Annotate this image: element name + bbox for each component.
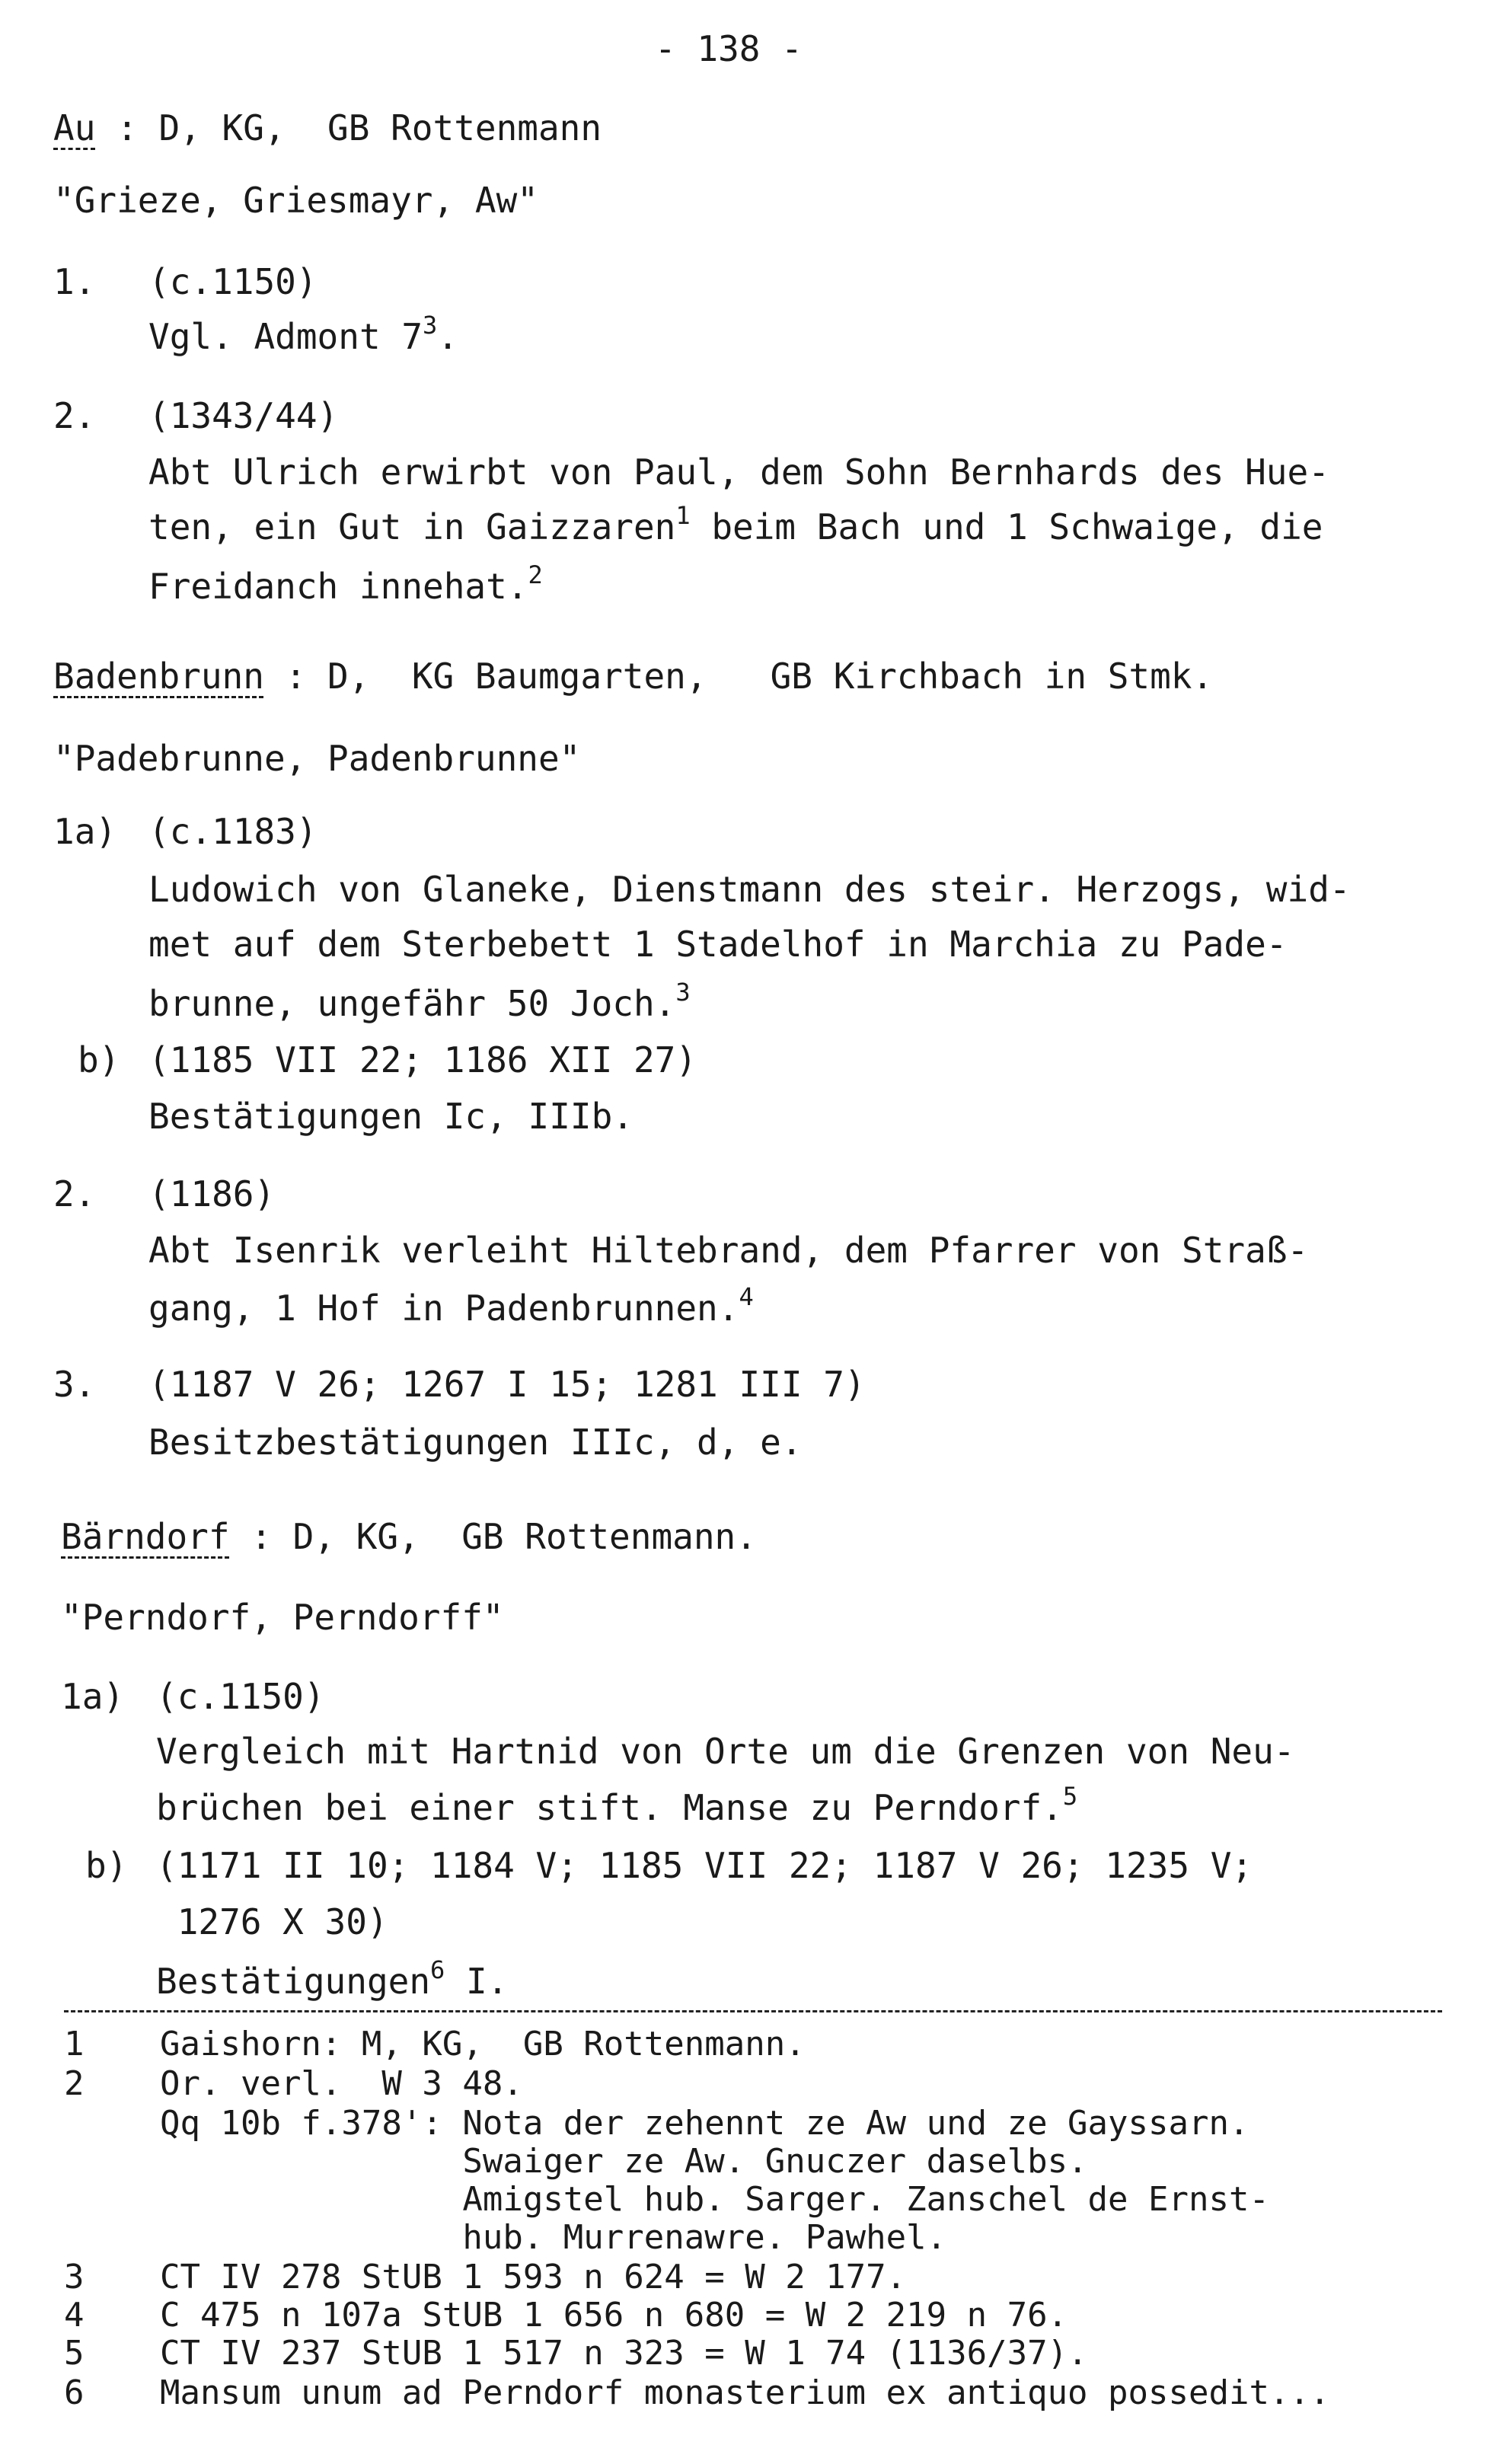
footnote-text: Or. verl. W 3 48. xyxy=(160,2064,523,2103)
entry-name: Bärndorf xyxy=(61,1516,230,1557)
footnote-ref: 2 xyxy=(528,560,543,589)
entry-name: Au xyxy=(53,107,96,148)
item-label: 1a) xyxy=(53,811,117,852)
item-label: b) xyxy=(78,1039,120,1080)
footnote-divider xyxy=(64,2010,1442,2012)
footnote-text: Swaiger ze Aw. Gnuczer daselbs. xyxy=(160,2142,1088,2181)
item-date: (c.1150) xyxy=(148,261,318,302)
item-text: Abt Isenrik verleiht Hiltebrand, dem Pfarrer von Straß- xyxy=(148,1230,1309,1271)
footnote-number: 1 xyxy=(64,2025,85,2063)
footnote-text: CT IV 237 StUB 1 517 n 323 = W 1 74 (1136/37). xyxy=(160,2334,1088,2373)
entry-heading-au xyxy=(53,107,602,149)
item-date: (1343/44) xyxy=(148,395,339,436)
footnote-number: 6 xyxy=(64,2373,85,2412)
footnote-ref: 3 xyxy=(675,977,691,1007)
footnote-text: Mansum unum ad Perndorf monasterium ex antiquo possedit... xyxy=(160,2373,1330,2412)
item-text: Abt Ulrich erwirbt von Paul, dem Sohn Bernhards des Hue- xyxy=(148,452,1329,493)
footnote-number: 2 xyxy=(64,2064,85,2103)
item-text: Ludowich von Glaneke, Dienstmann des steir. Herzogs, wid- xyxy=(148,869,1351,910)
entry-details: : D, KG, GB Rottenmann xyxy=(95,107,602,148)
item-label: 1. xyxy=(53,261,96,302)
item-date: (1171 II 10; 1184 V; 1185 VII 22; 1187 V 26; 1235 V; xyxy=(156,1845,1253,1886)
footnote-ref: 3 xyxy=(423,310,438,340)
footnote-number: 5 xyxy=(64,2334,85,2373)
footnote-text: Qq 10b f.378': Nota der zehennt ze Aw und ze Gayssarn. xyxy=(160,2104,1249,2143)
item-date: (c.1183) xyxy=(148,811,318,852)
entry-name: Badenbrunn xyxy=(53,656,264,697)
footnote-number: 4 xyxy=(64,2296,85,2335)
entry-forms: "Padebrunne, Padenbrunne" xyxy=(53,738,581,779)
footnote-text: hub. Murrenawre. Pawhel. xyxy=(160,2218,947,2257)
item-text: gang, 1 Hof in Padenbrunnen.$^4$ xyxy=(148,1281,754,1329)
footnote-text: CT IV 278 StUB 1 593 n 624 = W 2 177. xyxy=(160,2258,907,2296)
item-text: met auf dem Sterbebett 1 Stadelhof in Marchia zu Pade- xyxy=(148,924,1288,965)
footnote-ref: 1 xyxy=(675,500,691,530)
entry-forms: "Perndorf, Perndorff" xyxy=(61,1597,504,1638)
entry-heading-baerndorf xyxy=(61,1515,757,1558)
footnote-text: Gaishorn: M, KG, GB Rottenmann. xyxy=(160,2025,806,2063)
item-date: (1187 V 26; 1267 I 15; 1281 III 7) xyxy=(148,1364,866,1405)
footnote-number: 3 xyxy=(64,2258,85,2296)
footnote-ref: 4 xyxy=(739,1281,754,1311)
item-label: b) xyxy=(85,1845,128,1886)
footnote-text: Amigstel hub. Sarger. Zanschel de Ernst- xyxy=(160,2180,1269,2219)
item-label: 2. xyxy=(53,395,96,436)
item-text: Vgl. Admont $7^3$. xyxy=(148,310,458,357)
footnote-text: C 475 n 107a StUB 1 656 n 680 = W 2 219 n 76. xyxy=(160,2296,1068,2335)
item-text: Vergleich mit Hartnid von Orte um die Grenzen von Neu- xyxy=(156,1731,1295,1772)
item-text: Bestätigungen Ic, IIIb. xyxy=(148,1096,634,1137)
entry-heading-badenbrunn xyxy=(53,655,1213,697)
footnote-ref: 6 xyxy=(430,1955,445,1984)
item-text: brüchen bei einer stift. Manse zu Perndorf.$^5$ xyxy=(156,1781,1078,1828)
item-date: (1186) xyxy=(148,1173,276,1214)
footnote-ref: 5 xyxy=(1062,1781,1078,1811)
item-label: 1a) xyxy=(61,1676,125,1717)
item-label: 3. xyxy=(53,1364,96,1405)
item-date-cont: 1276 X 30) xyxy=(156,1901,388,1942)
item-label: 2. xyxy=(53,1173,96,1214)
page-number: - 138 - xyxy=(655,28,803,69)
item-text: brunne, ungefähr 50 Joch.$^3$ xyxy=(148,977,691,1024)
item-text: Freidanch innehat.$^2$ xyxy=(148,560,543,607)
entry-details: : D, KG Baumgarten, GB Kirchbach in Stmk. xyxy=(263,656,1214,697)
item-text: Besitzbestätigungen IIIc, d, e. xyxy=(148,1422,803,1463)
item-date: (1185 VII 22; 1186 XII 27) xyxy=(148,1039,697,1080)
item-date: (c.1150) xyxy=(156,1676,325,1717)
item-text: ten, ein Gut in Gaizzaren$^1$ beim Bach und 1 Schwaige, die xyxy=(148,500,1323,547)
item-text: Bestätigungen$^6$ I. xyxy=(156,1955,509,2002)
entry-details: : D, KG, GB Rottenmann. xyxy=(229,1516,757,1557)
entry-forms: "Grieze, Griesmayr, Aw" xyxy=(53,180,538,221)
